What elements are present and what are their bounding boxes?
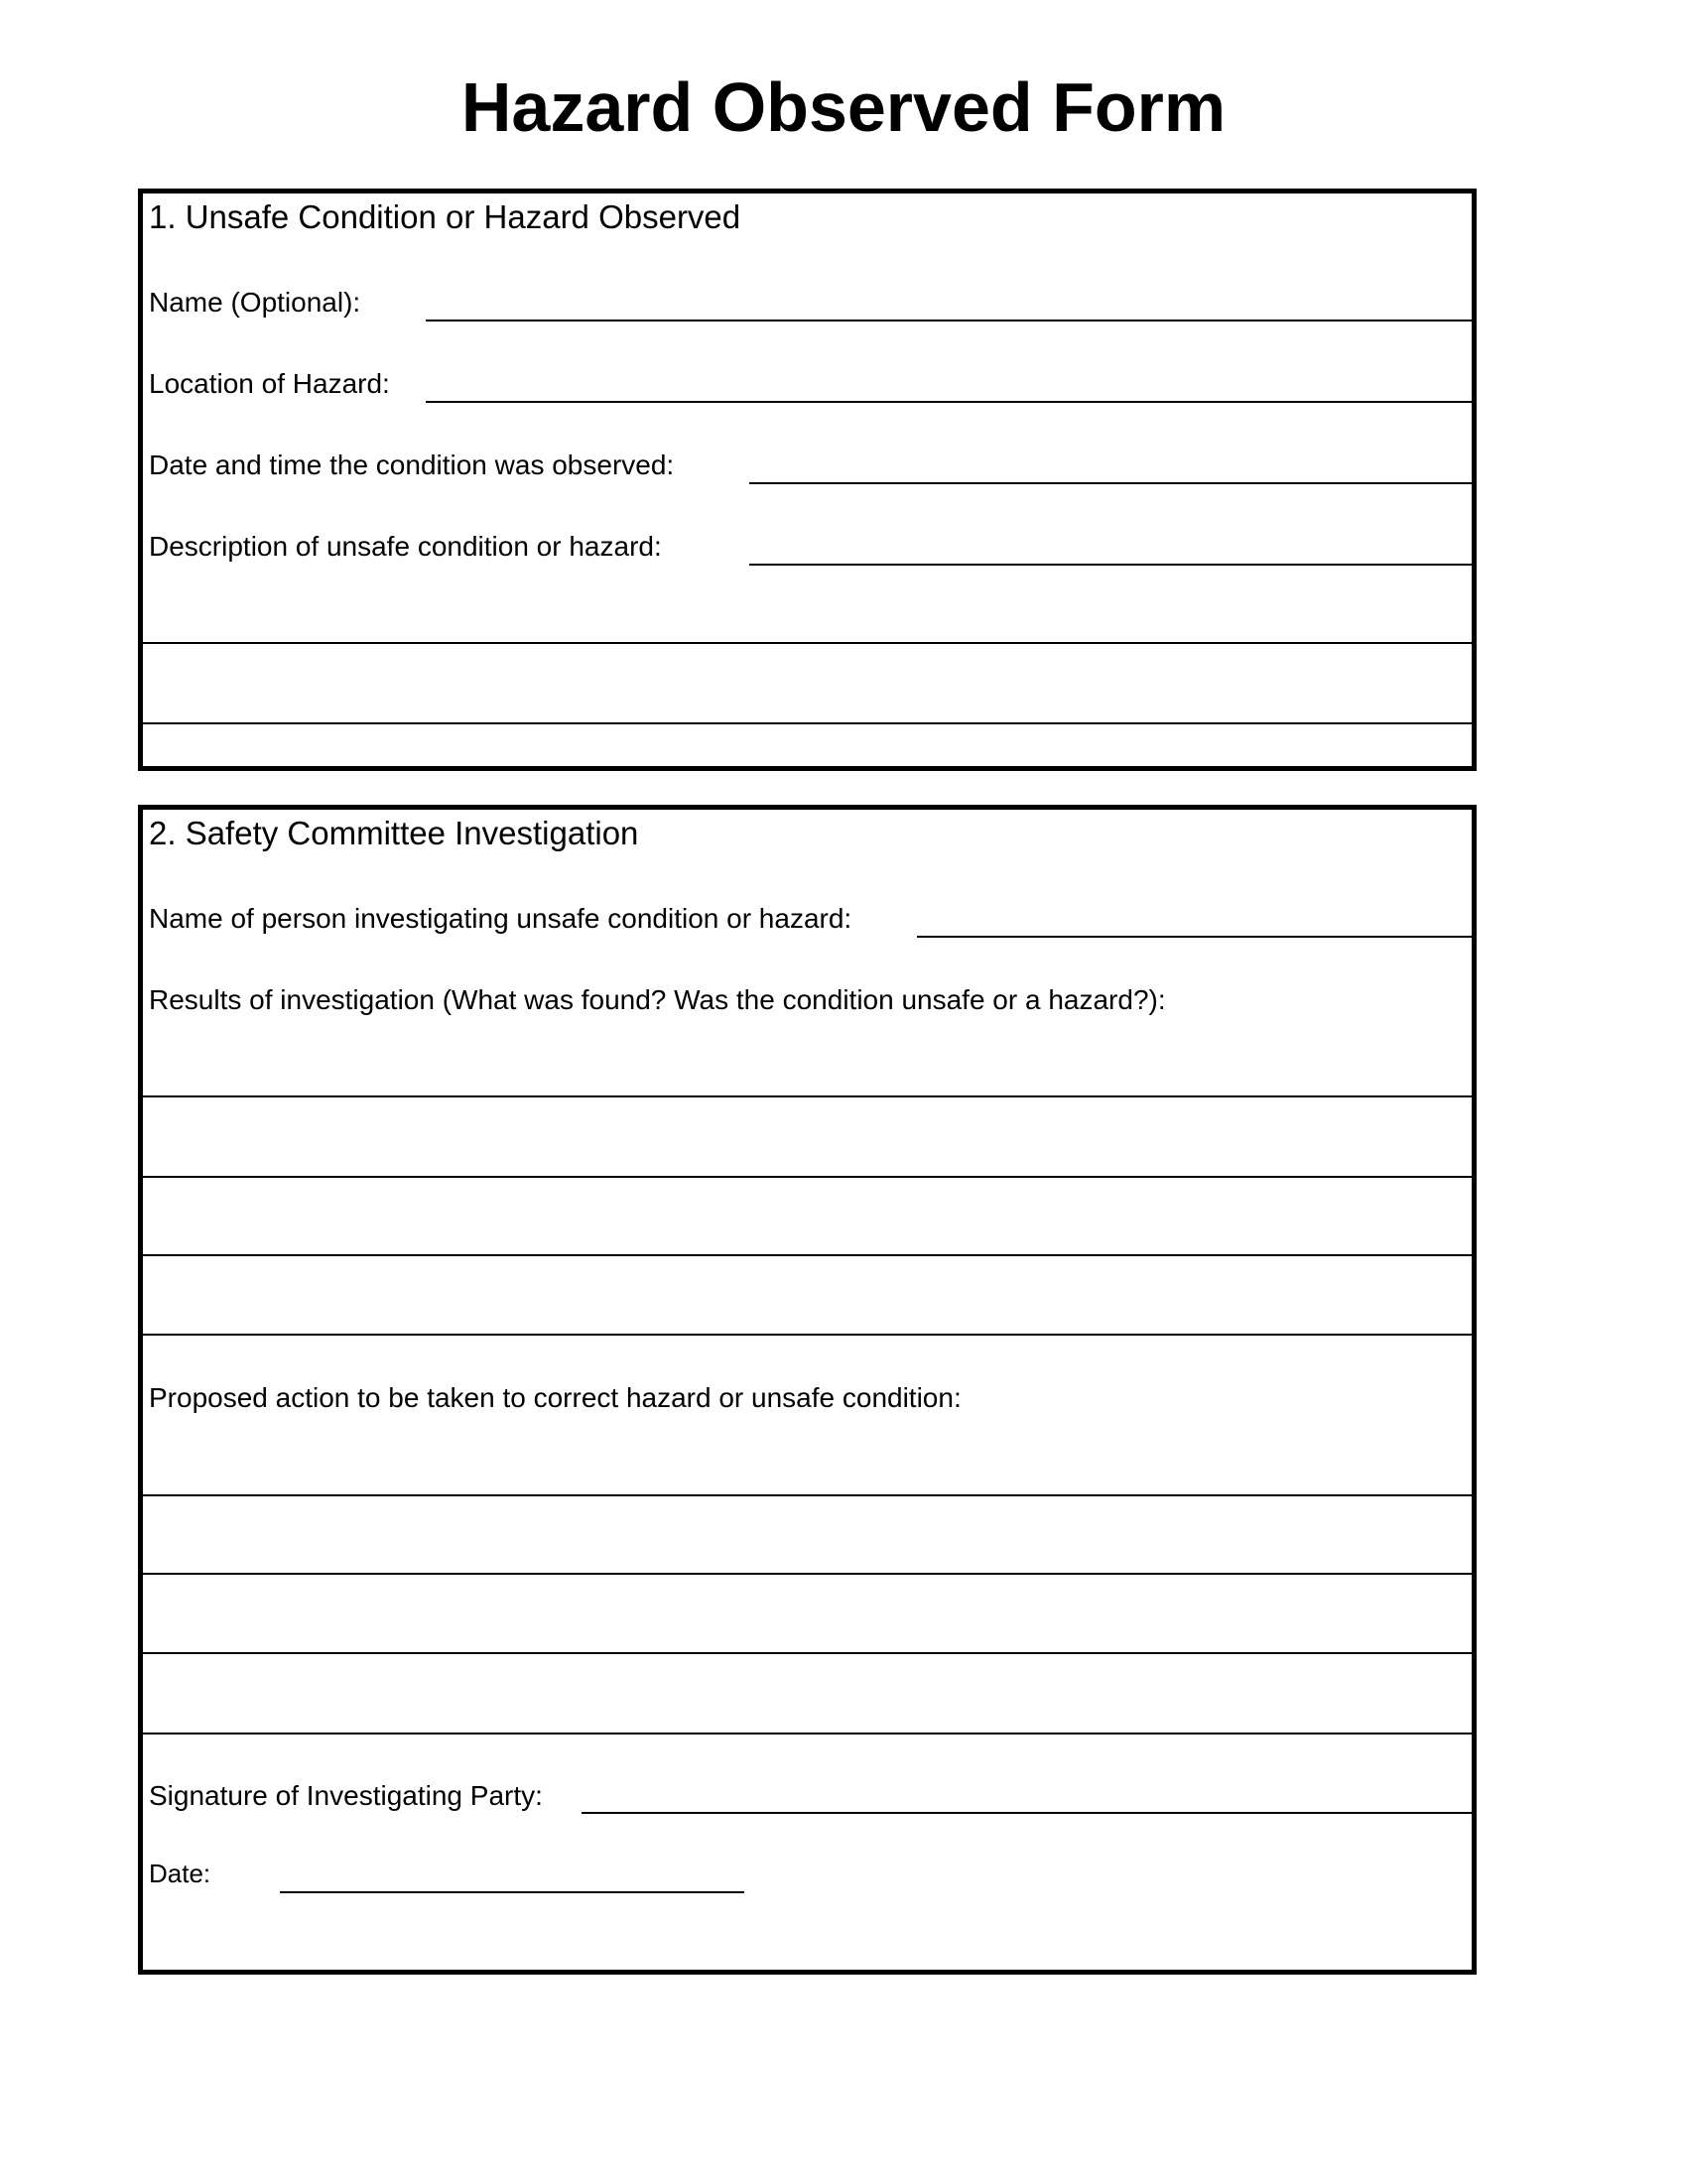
date-field[interactable] <box>280 1852 744 1891</box>
date-label: Date: <box>149 1859 211 1888</box>
proposed-action-line-2[interactable] <box>143 1533 1472 1573</box>
proposed-action-rule-1 <box>143 1494 1472 1496</box>
location-label: Location of Hazard: <box>149 368 390 399</box>
location-underline <box>426 401 1472 403</box>
investigator-name-underline <box>917 936 1472 938</box>
results-line-3[interactable] <box>143 1215 1472 1254</box>
name-optional-label: Name (Optional): <box>149 287 361 318</box>
description-label: Description of unsafe condition or hazard: <box>149 531 662 562</box>
section-unsafe-condition <box>138 189 1477 771</box>
description-line-3[interactable] <box>143 683 1472 722</box>
proposed-action-line-1[interactable] <box>143 1455 1472 1494</box>
form-title: Hazard Observed Form <box>460 68 1227 146</box>
results-rule-2 <box>143 1176 1472 1178</box>
datetime-observed-label: Date and time the condition was observed: <box>149 450 675 480</box>
results-label: Results of investigation (What was found? Was the condition unsafe or a hazard?): <box>149 984 1166 1015</box>
section-2-heading: 2. Safety Committee Investigation <box>149 815 639 851</box>
name-optional-underline <box>426 320 1472 321</box>
name-optional-field[interactable] <box>426 281 1472 321</box>
proposed-action-rule-2 <box>143 1573 1472 1575</box>
proposed-action-rule-4 <box>143 1733 1472 1734</box>
signature-field[interactable] <box>582 1772 1472 1812</box>
proposed-action-label: Proposed action to be taken to correct hazard or unsafe condition: <box>149 1382 962 1413</box>
description-field[interactable] <box>749 525 1472 565</box>
description-underline <box>749 564 1472 566</box>
results-line-2[interactable] <box>143 1136 1472 1176</box>
datetime-observed-field[interactable] <box>749 444 1472 483</box>
results-line-4[interactable] <box>143 1294 1472 1334</box>
proposed-action-rule-3 <box>143 1652 1472 1654</box>
signature-underline <box>582 1812 1472 1814</box>
location-field[interactable] <box>426 362 1472 402</box>
proposed-action-line-4[interactable] <box>143 1693 1472 1733</box>
proposed-action-line-3[interactable] <box>143 1612 1472 1652</box>
results-line-1[interactable] <box>143 1056 1472 1095</box>
results-rule-3 <box>143 1254 1472 1256</box>
results-rule-4 <box>143 1334 1472 1336</box>
description-line-2[interactable] <box>143 602 1472 642</box>
section-1-heading: 1. Unsafe Condition or Hazard Observed <box>149 198 741 235</box>
datetime-observed-underline <box>749 482 1472 484</box>
section-committee-investigation <box>138 805 1477 1975</box>
results-rule-1 <box>143 1095 1472 1097</box>
investigator-name-field[interactable] <box>917 897 1472 937</box>
signature-label: Signature of Investigating Party: <box>149 1780 543 1811</box>
description-rule-2 <box>143 642 1472 644</box>
description-rule-3 <box>143 722 1472 724</box>
date-underline <box>280 1891 744 1893</box>
investigator-name-label: Name of person investigating unsafe condition or hazard: <box>149 903 852 934</box>
